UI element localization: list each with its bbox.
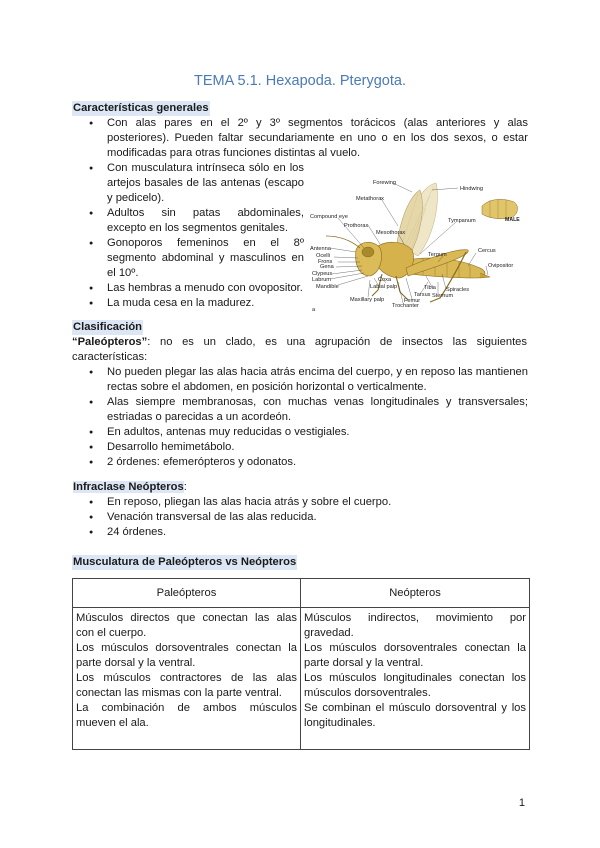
list-item: ● En reposo, pliegan las alas hacia atrás y sobre el cuerpo. [72, 495, 528, 510]
section-heading-caracteristicas: Características generales [73, 102, 209, 114]
caracteristicas-list-narrow [72, 161, 304, 311]
compound-eye-shape [362, 247, 374, 257]
list-item: ● Con alas pares en el 2º y 3º segmentos torácicos (alas anteriores y alas posteriores). Pueden faltar secundariamente en uno o en los dos sexos, o estar modificadas para otras funciones distintas al vuelo. [72, 116, 528, 161]
label-frons: Frons [318, 259, 333, 265]
cell-line: Músculos directos que conectan las alas con el cuerpo. [76, 612, 297, 639]
cell-line: Los músculos dorsoventrales conectan la parte dorsal y la ventral. [304, 642, 526, 669]
cell-line: Se combinan el músculo dorsoventral y los longitudinales. [304, 702, 526, 729]
label-tympanum: Tympanum [448, 218, 476, 224]
clasificacion-intro [72, 335, 527, 365]
label-spiracles: Spiracles [446, 287, 470, 293]
table-row [73, 608, 530, 750]
label-sternum: Sternum [432, 293, 454, 299]
label-mandible: Mandible [316, 284, 339, 290]
infraclase-list [72, 495, 528, 540]
column-header-neopteros: Neópteros [301, 579, 530, 608]
label-ocelli: Ocelli [316, 253, 330, 259]
label-forewing: Forewing [373, 180, 397, 186]
label-labrum: Labrum [312, 277, 331, 283]
label-compound-eye: Compound eye [310, 214, 348, 220]
list-item: ● Venación transversal de las alas reducida. [72, 510, 528, 525]
cell-line: Los músculos dorsoventrales conectan la parte dorsal y la ventral. [76, 642, 297, 669]
label-clypeus: Clypeus [312, 271, 333, 277]
neopteros-cell [301, 608, 530, 750]
grasshopper-anatomy-figure [308, 178, 533, 313]
mid-leg-shape [396, 276, 408, 300]
label-panel-a: a [312, 307, 316, 313]
paleopteros-term: “Paleópteros” [72, 336, 148, 348]
label-femur: Femur [404, 298, 421, 304]
table-header-row [73, 579, 530, 608]
list-item: ● 24 órdenes. [72, 525, 528, 540]
list-item: ● No pueden plegar las alas hacia atrás encima del cuerpo, y en reposo las mantienen rectas sobre el abdomen, en posición horizontal o verticalmente. [72, 365, 528, 395]
list-item: ● En adultos, antenas muy reducidas o vestigiales. [72, 425, 528, 440]
list-item: ● 2 órdenes: efemerópteros y odonatos. [72, 455, 528, 470]
list-item: ● Las hembras a menudo con ovopositor. [72, 281, 304, 296]
infraclase-heading-text: Infraclase Neópteros [73, 481, 184, 493]
clasificacion-list [72, 365, 528, 470]
label-trochanter: Trochanter [392, 303, 419, 309]
infraclase-heading-suffix: : [183, 481, 187, 493]
page-number: 1 [518, 797, 525, 809]
label-mesothorax: Mesothorax [376, 230, 406, 236]
label-tergum: Tergum [428, 252, 447, 258]
antenna-shape [326, 236, 360, 248]
list-item: ● Alas siempre membranosas, con muchas venas longitudinales y transversales; estriadas o parecidas a un acordeón. [72, 395, 528, 425]
section-heading-infraclase [72, 480, 188, 495]
label-tarsus: Tarsus [414, 292, 431, 298]
section-heading-clasificacion: Clasificación [73, 321, 143, 333]
list-item: ● Con musculatura intrínseca sólo en los artejos basales de las antenas (escapo y pedicelo). [72, 161, 304, 206]
label-maxillary-palp: Maxillary palp [350, 297, 385, 303]
cell-line: Los músculos contractores de las alas conectan las mismas con la parte ventral. [76, 672, 297, 699]
musculatura-table [72, 578, 530, 750]
label-cercus: Cercus [478, 248, 496, 254]
label-ovipositor: Ovipositor [488, 263, 514, 269]
column-header-paleopteros: Paleópteros [73, 579, 301, 608]
clasificacion-intro-text: : no es un clado, es una agrupación de insectos las siguientes características: [72, 336, 527, 363]
label-gena: Gena [320, 264, 334, 270]
cell-line: Los músculos longitudinales conectan los músculos dorsoventrales. [304, 672, 526, 699]
male-inset [482, 199, 517, 219]
list-item: ● Adultos sin patas abdominales, excepto en los segmentos genitales. [72, 206, 304, 236]
page-title: TEMA 5.1. Hexapoda. Pterygota. [194, 73, 406, 89]
cell-line: Músculos indirectos, movimiento por gravedad. [304, 612, 526, 639]
list-item: ● Gonoporos femeninos en el 8º segmento abdominal y masculinos en el 10º. [72, 236, 304, 281]
label-antenna: Antenna [310, 246, 331, 252]
label-labial-palp: Labial palp [370, 284, 398, 290]
label-tibia: Tibia [424, 285, 436, 291]
list-item: ● La muda cesa en la madurez. [72, 296, 304, 311]
label-hindwing: Hindwing [460, 186, 484, 192]
cell-line: La combinación de ambos músculos mueven el ala. [76, 702, 297, 729]
label-prothorax: Prothorax [344, 223, 369, 229]
section-heading-musculatura: Musculatura de Paleópteros vs Neópteros [73, 556, 297, 568]
caracteristicas-list-full [72, 116, 528, 161]
paleopteros-cell [73, 608, 301, 750]
list-item: ● Desarrollo hemimetábolo. [72, 440, 528, 455]
label-coxa: Coxa [378, 277, 392, 283]
label-male: MALE [505, 217, 520, 223]
label-metathorax: Metathorax [356, 196, 384, 202]
